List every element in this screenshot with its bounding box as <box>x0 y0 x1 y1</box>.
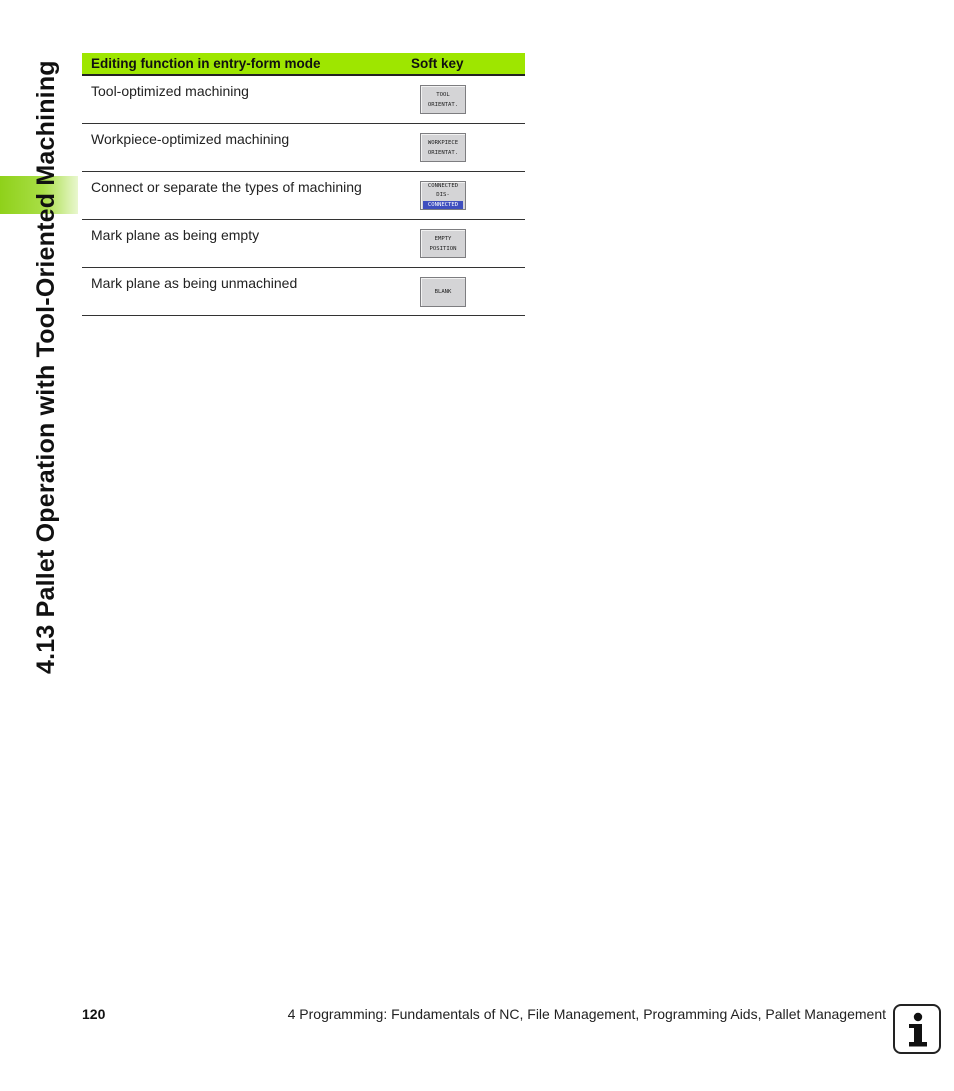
softkey-line: CONNECTED <box>427 183 459 189</box>
softkey-line: TOOL <box>436 91 450 98</box>
page-number: 120 <box>82 1006 106 1022</box>
header-softkey: Soft key <box>411 56 464 71</box>
connected-disconnected-softkey <box>420 181 466 210</box>
chapter-title: 4.13 Pallet Operation with Tool-Oriented Machining <box>32 60 60 674</box>
blank-softkey <box>420 277 466 307</box>
softkey-line: EMPTY <box>434 235 452 242</box>
softkey-line: ORIENTAT. <box>427 149 459 156</box>
softkey-line: ORIENTAT. <box>427 101 459 108</box>
footer-chapter-text: 4 Programming: Fundamentals of NC, File Management, Programming Aids, Pallet Management <box>287 1006 886 1022</box>
header-function: Editing function in entry-form mode <box>91 56 321 71</box>
softkey-line: POSITION <box>429 245 457 252</box>
row-function-label: Connect or separate the types of machining <box>91 179 362 195</box>
softkey-line: WORKPIECE <box>427 139 459 146</box>
table-row <box>82 124 525 172</box>
row-function-label: Mark plane as being empty <box>91 227 260 243</box>
info-icon <box>893 1004 941 1054</box>
table-row <box>82 220 525 268</box>
softkey-line: BLANK <box>434 289 452 295</box>
softkey-line: DIS- <box>436 192 450 198</box>
workpiece-orientat-softkey <box>420 133 466 162</box>
tool-orientat-softkey <box>420 85 466 114</box>
table-row <box>82 76 525 124</box>
table-row <box>82 268 525 316</box>
row-function-label: Mark plane as being unmachined <box>91 275 298 291</box>
empty-position-softkey <box>420 229 466 258</box>
row-function-label: Tool-optimized machining <box>91 83 249 99</box>
softkey-line-highlighted: CONNECTED <box>423 201 463 209</box>
table-row <box>82 172 525 220</box>
row-function-label: Workpiece-optimized machining <box>91 131 290 147</box>
softkey-table <box>82 53 525 316</box>
chapter-sidebar <box>0 0 80 1091</box>
table-header <box>82 53 525 76</box>
